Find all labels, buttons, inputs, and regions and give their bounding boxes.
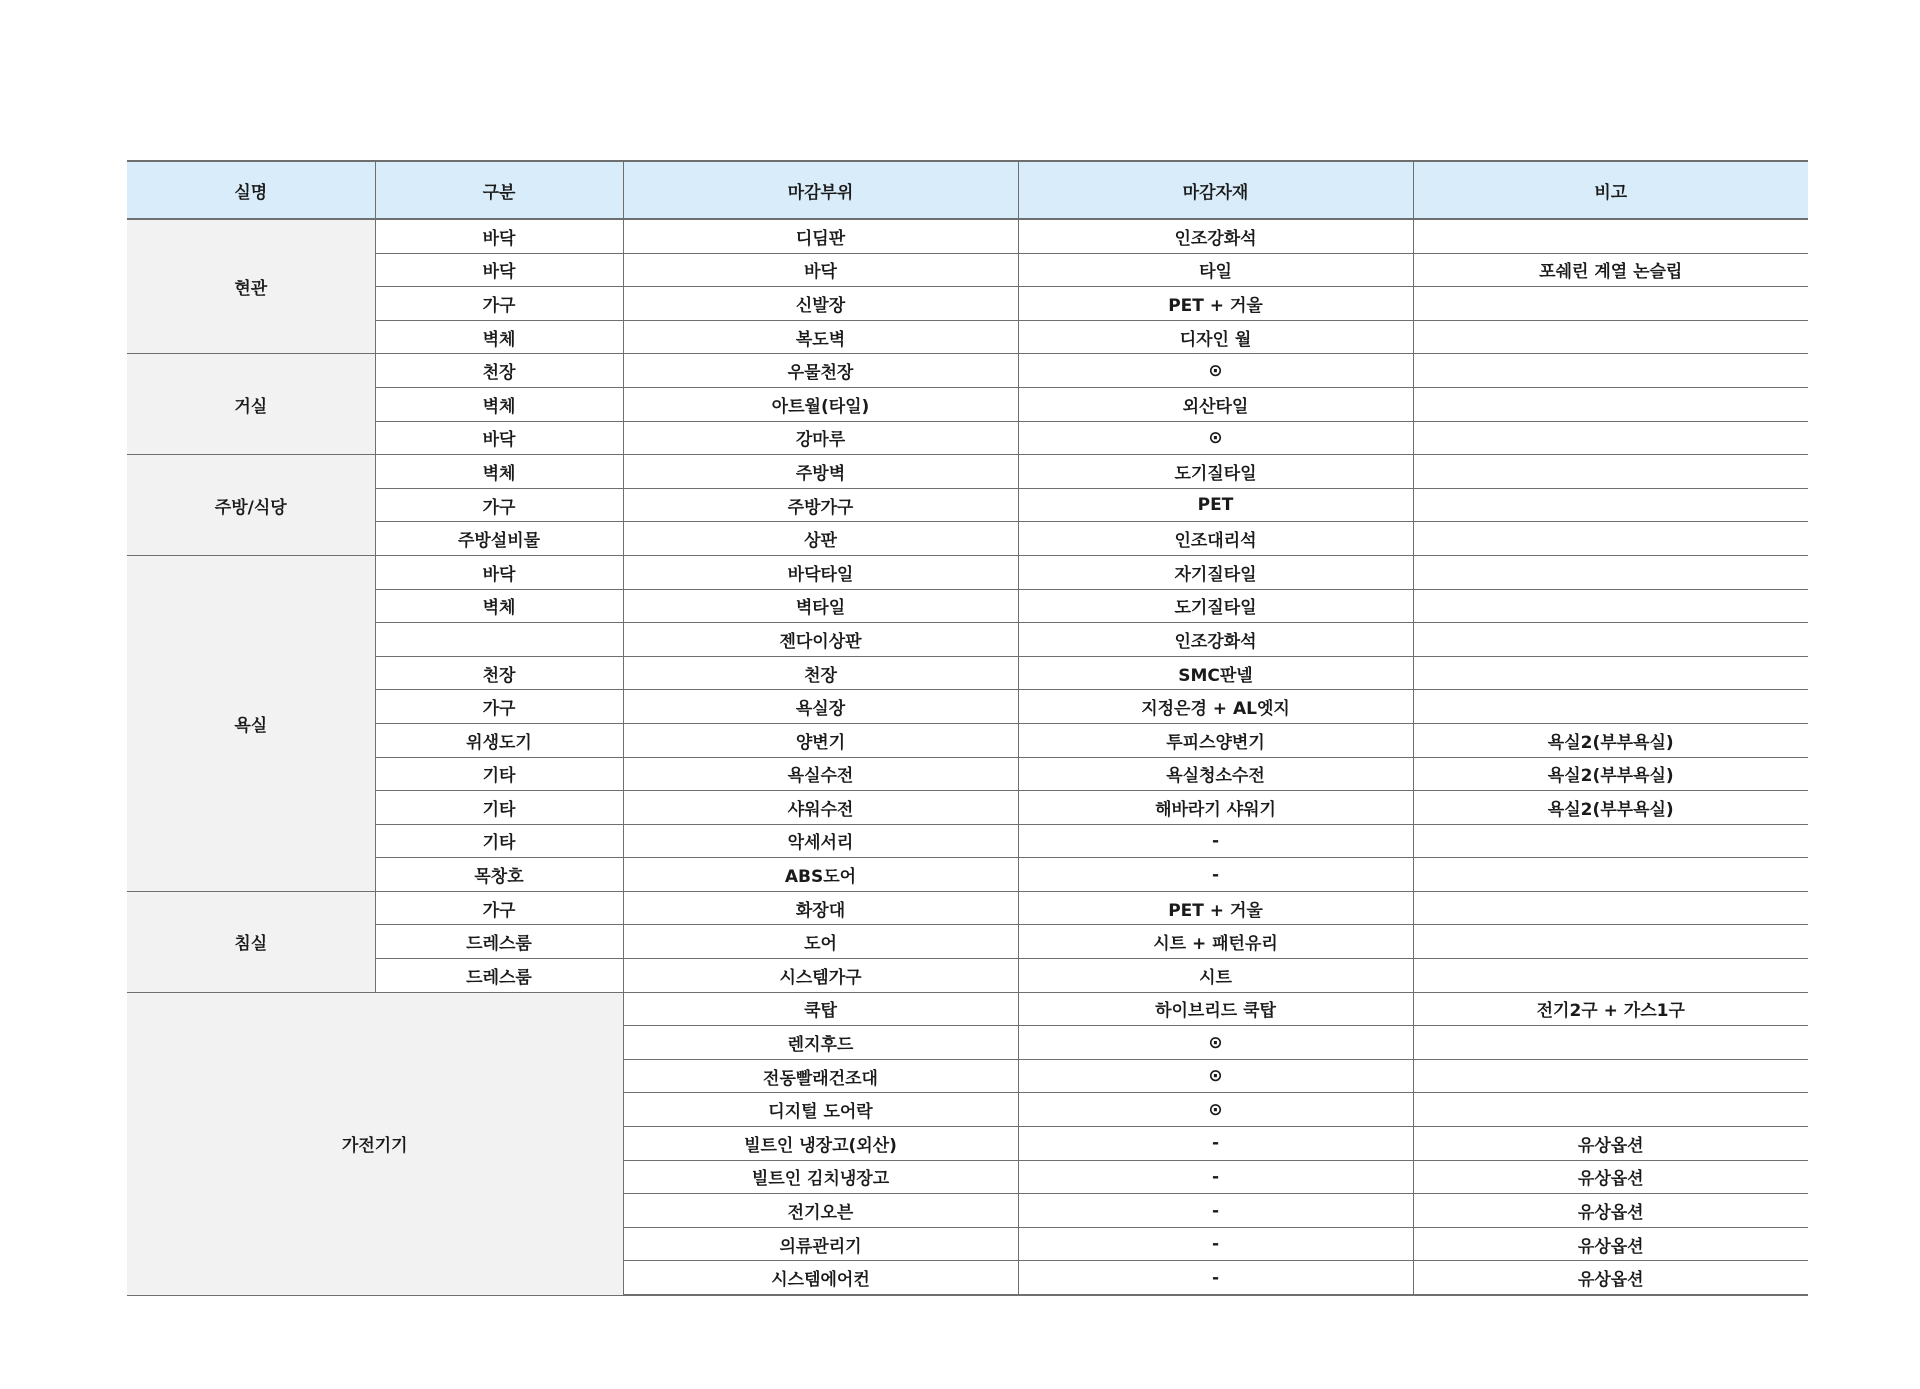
category-cell: 천장 [375,354,623,388]
table-row [127,791,1808,825]
note-cell [1413,287,1808,321]
part-cell: 디지털 도어락 [623,1093,1018,1127]
material-cell: 욕실청소수전 [1018,757,1413,791]
material-cell: 타일 [1018,253,1413,287]
note-cell [1413,320,1808,354]
category-cell: 벽체 [375,320,623,354]
note-cell [1413,858,1808,892]
category-cell: 벽체 [375,387,623,421]
note-cell [1413,488,1808,522]
material-cell: 지정은경 + AL엣지 [1018,690,1413,724]
category-cell: 가구 [375,891,623,925]
category-cell: 드레스룸 [375,959,623,993]
material-cell: - [1018,824,1413,858]
finish-spec-table [127,160,1808,1296]
note-cell: 욕실2(부부욕실) [1413,723,1808,757]
material-cell: ⊙ [1018,1026,1413,1060]
part-cell: 천장 [623,656,1018,690]
table-row [127,959,1808,993]
category-cell: 드레스룸 [375,925,623,959]
note-cell: 욕실2(부부욕실) [1413,757,1808,791]
category-cell: 기타 [375,791,623,825]
category-cell: 벽체 [375,455,623,489]
part-cell: ABS도어 [623,858,1018,892]
room-name-cell: 현관 [127,219,375,354]
note-cell: 유상옵션 [1413,1127,1808,1161]
part-cell: 악세서리 [623,824,1018,858]
part-cell: 전기오븐 [623,1194,1018,1228]
part-cell: 의류관리기 [623,1227,1018,1261]
category-cell: 가구 [375,690,623,724]
part-cell: 욕실장 [623,690,1018,724]
note-cell [1413,959,1808,993]
table-row [127,219,1808,253]
note-cell [1413,1093,1808,1127]
material-cell: SMC판넬 [1018,656,1413,690]
note-cell [1413,1059,1808,1093]
note-cell: 유상옵션 [1413,1261,1808,1295]
material-cell: 자기질타일 [1018,555,1413,589]
category-cell: 바닥 [375,253,623,287]
table-row [127,824,1808,858]
table-row [127,455,1808,489]
header-row [127,161,1808,219]
note-cell [1413,925,1808,959]
material-cell: 디자인 월 [1018,320,1413,354]
part-cell: 쿡탑 [623,992,1018,1026]
material-cell: - [1018,1127,1413,1161]
header-note: 비고 [1413,161,1808,219]
table-row [127,891,1808,925]
part-cell: 벽타일 [623,589,1018,623]
table-row [127,992,1808,1026]
category-cell: 바닥 [375,555,623,589]
material-cell: - [1018,1194,1413,1228]
table-row [127,320,1808,354]
note-cell [1413,1026,1808,1060]
header-category: 구분 [375,161,623,219]
header-material: 마감자재 [1018,161,1413,219]
table-row [127,858,1808,892]
note-cell: 유상옵션 [1413,1194,1808,1228]
material-cell: 인조강화석 [1018,623,1413,657]
part-cell: 복도벽 [623,320,1018,354]
table-row [127,354,1808,388]
room-name-cell: 거실 [127,354,375,455]
table-row [127,287,1808,321]
material-cell: 시트 + 패턴유리 [1018,925,1413,959]
header-part: 마감부위 [623,161,1018,219]
table-row [127,421,1808,455]
table-row [127,253,1808,287]
category-cell: 목창호 [375,858,623,892]
table-row [127,488,1808,522]
note-cell [1413,656,1808,690]
material-cell: - [1018,1160,1413,1194]
part-cell: 바닥타일 [623,555,1018,589]
part-cell: 상판 [623,522,1018,556]
header-room: 실명 [127,161,375,219]
part-cell: 빌트인 김치냉장고 [623,1160,1018,1194]
note-cell [1413,623,1808,657]
part-cell: 빌트인 냉장고(외산) [623,1127,1018,1161]
note-cell [1413,354,1808,388]
room-name-cell: 욕실 [127,555,375,891]
part-cell: 전동빨래건조대 [623,1059,1018,1093]
category-cell: 가구 [375,488,623,522]
category-cell: 바닥 [375,421,623,455]
part-cell: 주방벽 [623,455,1018,489]
material-cell: 외산타일 [1018,387,1413,421]
room-name-cell: 가전기기 [127,992,623,1295]
table-row [127,757,1808,791]
material-cell: - [1018,1261,1413,1295]
category-cell: 주방설비물 [375,522,623,556]
category-cell: 천장 [375,656,623,690]
note-cell [1413,455,1808,489]
material-cell: ⊙ [1018,421,1413,455]
note-cell [1413,589,1808,623]
part-cell: 도어 [623,925,1018,959]
material-cell: 하이브리드 쿡탑 [1018,992,1413,1026]
part-cell: 신발장 [623,287,1018,321]
category-cell: 벽체 [375,589,623,623]
table-row [127,589,1808,623]
category-cell: 가구 [375,287,623,321]
material-cell: 인조강화석 [1018,219,1413,253]
material-cell: - [1018,1227,1413,1261]
material-cell: PET [1018,488,1413,522]
table-row [127,387,1808,421]
part-cell: 아트월(타일) [623,387,1018,421]
note-cell [1413,555,1808,589]
category-cell [375,623,623,657]
material-cell: PET + 거울 [1018,891,1413,925]
part-cell: 화장대 [623,891,1018,925]
note-cell: 포쉐린 계열 논슬립 [1413,253,1808,287]
category-cell: 기타 [375,757,623,791]
note-cell [1413,824,1808,858]
table-row [127,555,1808,589]
part-cell: 강마루 [623,421,1018,455]
part-cell: 디딤판 [623,219,1018,253]
note-cell [1413,891,1808,925]
note-cell: 유상옵션 [1413,1227,1808,1261]
note-cell: 전기2구 + 가스1구 [1413,992,1808,1026]
material-cell: - [1018,858,1413,892]
table-row [127,925,1808,959]
note-cell [1413,387,1808,421]
part-cell: 바닥 [623,253,1018,287]
material-cell: 시트 [1018,959,1413,993]
room-name-cell: 주방/식당 [127,455,375,556]
part-cell: 욕실수전 [623,757,1018,791]
part-cell: 주방가구 [623,488,1018,522]
note-cell [1413,522,1808,556]
material-cell: ⊙ [1018,1093,1413,1127]
category-cell: 기타 [375,824,623,858]
part-cell: 우물천장 [623,354,1018,388]
material-cell: 인조대리석 [1018,522,1413,556]
room-name-cell: 침실 [127,891,375,992]
note-cell [1413,219,1808,253]
part-cell: 젠다이상판 [623,623,1018,657]
table-body [127,219,1808,1295]
part-cell: 샤워수전 [623,791,1018,825]
note-cell: 욕실2(부부욕실) [1413,791,1808,825]
table-row [127,656,1808,690]
table-row [127,522,1808,556]
part-cell: 렌지후드 [623,1026,1018,1060]
material-cell: ⊙ [1018,1059,1413,1093]
material-cell: 도기질타일 [1018,589,1413,623]
category-cell: 위생도기 [375,723,623,757]
part-cell: 양변기 [623,723,1018,757]
material-cell: ⊙ [1018,354,1413,388]
part-cell: 시스템가구 [623,959,1018,993]
note-cell [1413,690,1808,724]
table-row [127,690,1808,724]
table-row [127,723,1808,757]
material-cell: 도기질타일 [1018,455,1413,489]
note-cell [1413,421,1808,455]
material-cell: 해바라기 샤워기 [1018,791,1413,825]
part-cell: 시스템에어컨 [623,1261,1018,1295]
category-cell: 바닥 [375,219,623,253]
note-cell: 유상옵션 [1413,1160,1808,1194]
material-cell: PET + 거울 [1018,287,1413,321]
table-row [127,623,1808,657]
material-cell: 투피스양변기 [1018,723,1413,757]
